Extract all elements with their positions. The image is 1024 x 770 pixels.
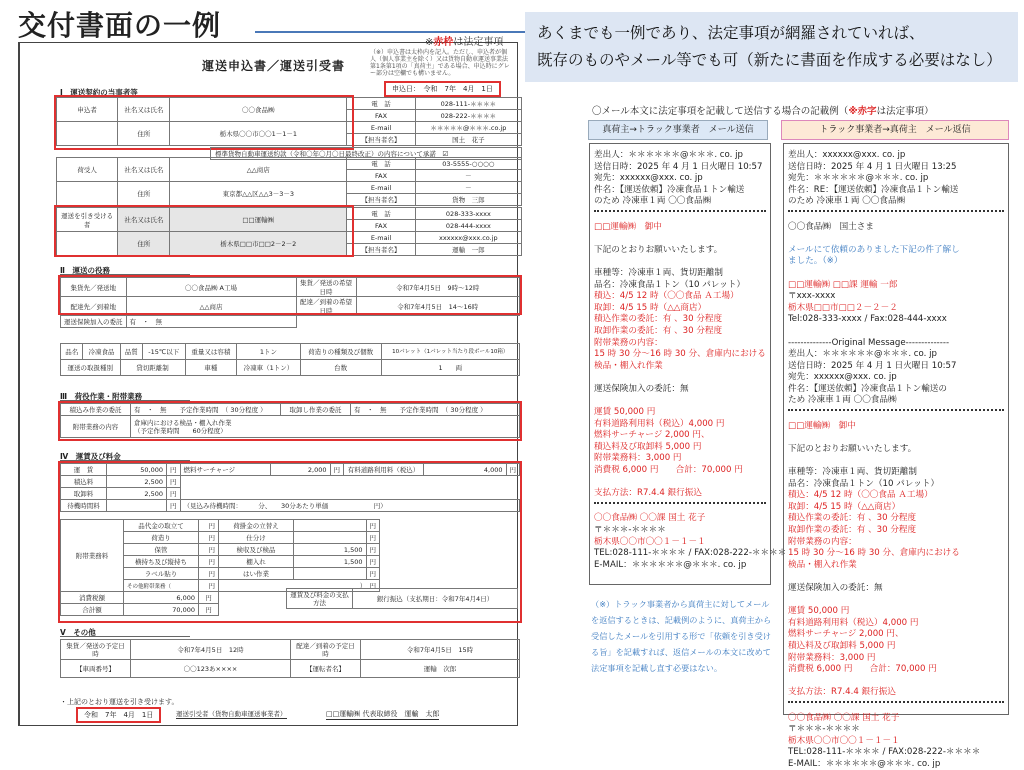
email-line: 宛先：＊＊＊＊＊＊@＊＊＊. co. jp — [788, 173, 929, 184]
column-header-shipper: 真荷主→トラック事業者 メール送信 — [588, 120, 768, 140]
banner-line-1: あくまでも一例であり、法定事項が網羅されていれば、 — [537, 24, 925, 42]
email-line — [788, 268, 1004, 280]
section-4-title: Ⅳ 運賃及び料金 — [60, 452, 121, 461]
email-line: 栃木県□□市□□２－２－２ — [788, 302, 898, 313]
standard-terms: 標準貨物自動車運送約款（令和〇年〇月〇日最終改正）の内容について承諾 ☑ — [210, 147, 522, 160]
email-line: 〒＊＊＊-＊＊＊＊ — [594, 525, 666, 535]
email-line: 附帯業務料：3,000 円 — [594, 453, 682, 464]
email-line: --------------Original Message-------------- — [788, 337, 950, 348]
email-line: 積込料及び取卸料 5,000 円 — [594, 441, 702, 452]
email-line: 車種等：冷凍車１両、貨切距離制 — [788, 467, 917, 478]
email-line: 附帯業務の内容： — [788, 536, 857, 547]
email-line — [788, 233, 1004, 245]
application-date: 申込日： 令和 7年 4月 1日 — [384, 81, 501, 97]
accept-by: 運送引受者（貨物自動車運送事業者） — [176, 710, 287, 718]
email-reply-example — [783, 143, 1009, 769]
email-line: 栃木県〇〇市〇〇１－１－１ — [788, 735, 900, 746]
email-line: 燃料サーチャージ 2,000 円、 — [594, 430, 710, 441]
email-line: 支払方法：R7.4.4 銀行振込 — [594, 488, 702, 499]
email-line: 取卸作業の委託：有 、30 分程度 — [594, 325, 723, 336]
service-red-frame — [58, 275, 522, 315]
email-line: 有料道路利用料（税込）4,000 円 — [788, 617, 919, 628]
email-line — [594, 372, 766, 384]
email-line: 件名：【運送依頼】冷凍食品１トン輸送 — [594, 184, 745, 195]
email-line: E-MAIL：＊＊＊＊＊＊@＊＊＊. co. jp — [594, 559, 747, 570]
form-title: 運送申込書／運送引受書 — [202, 59, 346, 73]
email-line — [594, 502, 766, 514]
email-line: 運賃 50,000 円 — [594, 407, 656, 418]
email-line: 品名：冷凍食品１トン（10 パレット） — [788, 478, 940, 489]
email-line: 運送保険加入の委託：無 — [594, 383, 689, 394]
email-line: 〒xxx-xxxx — [788, 291, 836, 302]
email-line — [788, 432, 1004, 444]
email-line — [788, 455, 1004, 467]
email-line: 積込作業の委託：有 、30 分程度 — [788, 513, 917, 524]
email-line: 〇〇食品㈱ 国土さま — [788, 221, 874, 232]
email-line: メールにて依頼のありました下記の件了解し — [788, 244, 960, 255]
email-line — [594, 210, 766, 222]
ancillary-table: 附帯業務料 品代金の取立て 円 荷掛金の立替え 円 荷造り 円 仕分け 円 保管 円 検収及び検品 1,500 円 横持ち及び縦持ち 円 棚入れ 1,500 円 ラベル貼り 円 はい作業 円 その他附帯業務（ 円 ） 円 消費税額 6,000 円 合計額 70,000 円 — [60, 519, 380, 616]
email-line: 運送保険加入の委託：無 — [788, 582, 883, 593]
email-line — [594, 256, 766, 268]
email-line: 積込：4/5 12 時（〇〇食品 Ａ工場） — [788, 490, 933, 501]
email-line: 送信日時：2025 年 4 月 1 日火曜日 10:57 — [594, 161, 763, 172]
consignee-table: 荷受人 社名又は氏名 △△商店 電 話 03-5555-○○○○ FAX － 住所 東京都△△区△△3－3－3 E-mail － 【担当者名】 貨物 三郎 — [56, 157, 522, 206]
email-line: 積込料及び取卸料 5,000 円 — [788, 640, 896, 651]
loading-table: 積込み作業の委託 有 ・ 無 予定作業時間 （ 30分程度 ） 取卸し作業の委託 有 ・ 無 予定作業時間 （ 30分程度 ） 附帯業務の内容 倉庫内における検品・棚入れ作業 （予定作業時間 60分程度） — [60, 403, 520, 438]
email-line: Tel:028-333-xxxx / Fax:028-444-xxxx — [788, 314, 947, 325]
email-line: 15 時 30 分～16 時 30 分、倉庫内における — [594, 349, 766, 360]
email-line: 車種等：冷凍車１両、貨切距離制 — [594, 267, 723, 278]
carrier-table: 運送を引き受ける者 社名又は氏名 □□運輸㈱ 電 話 028-333-xxxx FAX 028-444-xxxx 住所 栃木県□□市□□2－2－2 E-mail xxxxxx@xxx.co.jp 【担当者名】 運輸 一郎 — [56, 207, 522, 256]
section-3-title: Ⅲ 荷役作業・附帯業務 — [60, 392, 143, 401]
email-sent-example — [589, 143, 787, 585]
email-line: 差出人：xxxxxx@xxx. co. jp — [788, 150, 906, 160]
email-line: □□運輸㈱ 御中 — [594, 221, 662, 232]
email-line — [788, 701, 1004, 713]
goods-table: 品名 冷凍食品 品質 -15℃以下 重量又は容積 1トン 荷造りの種類及び個数 10パレット（1パレット当たり段ボール10箱） 運送の取扱種別 貸切距離制 車種 冷凍車（1トン） 台数 1 両 — [60, 343, 520, 376]
email-line: 〒＊＊＊-＊＊＊＊ — [788, 724, 860, 735]
email-line: 〇〇食品㈱ 〇〇課 国土 花子 — [594, 513, 706, 524]
loading-red-frame — [58, 401, 522, 441]
banner-line-2: 既存のものやメール等でも可（新たに書面を作成する必要はなし） — [537, 51, 1002, 69]
email-line: 消費税 6,000 円 合計：70,000 円 — [594, 465, 743, 476]
email-line: 燃料サーチャージ 2,000 円、 — [788, 629, 904, 640]
email-line: TEL:028-111-＊＊＊＊ / FAX:028-222-＊＊＊＊ — [788, 747, 981, 758]
email-line: 件名：【運送依頼】冷凍食品１トン輸送の — [788, 383, 947, 394]
email-line: 附帯業務の内容： — [594, 337, 663, 348]
section-5-title: Ⅴ その他 — [60, 628, 96, 637]
email-line: 支払方法：R7.4.4 銀行振込 — [788, 687, 896, 698]
accept-date: 令和 7年 4月 1日 — [76, 707, 161, 723]
email-line — [788, 210, 1004, 222]
carrier-red-frame — [54, 205, 354, 257]
accept-note: ・上記のとおり運送を引き受けます。 — [60, 698, 179, 706]
email-line: 下記のとおりお願いいたします。 — [594, 244, 723, 255]
email-line: 検品・棚入れ作業 — [594, 360, 663, 371]
email-line — [594, 477, 766, 489]
email-line — [788, 571, 1004, 583]
form-note: （※）申込書は太枠内を記入。ただし、申込者が個人（個人事業主を除く）又は貨物自動車運送事業法第1条第1項の「真荷主」である場合、申込時にグレー部分は空欄でも構いません。 — [370, 49, 510, 77]
email-line: 品名：冷凍食品１トン（10 パレット） — [594, 279, 746, 290]
email-line: のため 冷凍車１両 〇〇食品㈱ — [788, 196, 906, 207]
section-2-title: Ⅱ 運送の役務 — [60, 266, 110, 275]
email-line: 宛先：xxxxxx@xxx. co. jp — [594, 173, 703, 184]
section-1-title: Ⅰ 運送契約の当事者等 — [60, 88, 138, 97]
email-line: ため 冷凍車１両 〇〇食品㈱ — [788, 395, 897, 406]
email-line: 15 時 30 分～16 時 30 分、倉庫内における — [788, 548, 960, 559]
email-line — [788, 676, 1004, 688]
email-line: 下記のとおりお願いいたします。 — [788, 443, 917, 454]
email-line: のため 冷凍車１両 〇〇食品㈱ — [594, 196, 712, 207]
email-line: TEL:028-111-＊＊＊＊ / FAX:028-222-＊＊＊＊ — [594, 548, 787, 559]
payment-table: 運賃及び料金の支払方法 銀行振込（支払期日：令和7年4月4日） — [286, 588, 518, 609]
email-line: □□運輸㈱ 御中 — [788, 420, 856, 431]
fee-table: 運 賃 50,000 円 燃料サーチャージ 2,000 円 有料道路利用料（税込） 4,000 円 積込料 2,500 円 取卸料 2,500 円 待機時間料 円 （見込み待機時間： 分、 30分あたり単価 円） — [60, 463, 520, 512]
email-line — [594, 233, 766, 245]
applicant-red-frame — [54, 95, 354, 150]
info-banner — [525, 12, 1018, 82]
column-header-carrier: トラック事業者→真荷主 メール返信 — [781, 120, 1009, 140]
email-line: 送信日時：2025 年 4 月 1 日火曜日 10:57 — [788, 360, 957, 371]
email-line: ました。（※） — [788, 256, 843, 267]
email-line: 運賃 50,000 円 — [788, 606, 850, 617]
email-line: E-MAIL：＊＊＊＊＊＊@＊＊＊. co. jp — [788, 758, 941, 769]
accept-company: □□運輸㈱ 代表取締役 運輸 太郎 — [326, 710, 440, 718]
email-example-heading: 〇メール本文に法定事項を記載して送信する場合の記載例（※赤字は法定事項） — [592, 106, 934, 117]
email-line: 差出人：＊＊＊＊＊＊@＊＊＊. co. jp — [594, 150, 743, 160]
email-line: 〇〇食品㈱ 〇〇課 国土 花子 — [788, 712, 900, 723]
email-line: 附帯業務料：3,000 円 — [788, 652, 876, 663]
email-line — [788, 326, 1004, 338]
email-line: 取卸：4/5 15 時（△△商店） — [788, 501, 901, 512]
email-line: 差出人：＊＊＊＊＊＊@＊＊＊. co. jp — [788, 349, 937, 360]
email-line: □□運輸㈱ □□課 運輸 一郎 — [788, 279, 898, 290]
email-line: 検品・棚入れ作業 — [788, 559, 857, 570]
service-table: 集貨先／発送地 〇〇食品㈱ A工場 集貨／発送の希望日時 令和7年4月5日 9時～12時 配達先／到着地 △△商店 配達／到着の希望日時 令和7年4月5日 14～16時 運送保険加入の委託 有 ・ 無 — [60, 277, 520, 328]
email-line: 取卸：4/5 15 時（△△商店） — [594, 302, 707, 313]
email-line — [788, 595, 1004, 607]
email-line: 件名：RE：【運送依頼】冷凍食品１トン輸送 — [788, 184, 959, 195]
application-form — [18, 37, 518, 726]
email-line: 送信日時：2025 年 4 月 1 日火曜日 13:25 — [788, 161, 957, 172]
email-line: 取卸作業の委託：有 、30 分程度 — [788, 525, 917, 535]
email-line: 積込作業の委託：有 、30 分程度 — [594, 314, 723, 325]
email-line — [594, 395, 766, 407]
applicant-table: 申込者 社名又は氏名 〇〇食品㈱ 電 話 028-111-＊＊＊＊ FAX 028-222-＊＊＊＊ 住所 栃木県〇〇市〇〇1－1－1 E-mail ＊＊＊＊＊@＊＊＊.co.jp 【担当者名】 国土 花子 — [56, 97, 522, 146]
other-table: 集貨／発送の予定日時 令和7年4月5日 12時 配達／到着の予定日時 令和7年4月5日 15時 【車両番号】 〇〇123あ×××× 【運転者名】 運輸 次郎 — [60, 639, 520, 678]
legal-note: ※赤枠は法定事項 — [425, 37, 504, 48]
email-line: 宛先：xxxxxx@xxx. co. jp — [788, 372, 897, 383]
footnote: （※）トラック事業者から真荷主に対してメールを返信するときは、記載例のように、真荷主から受信したメールを引用する形で「依頼を引き受ける旨」を記載すれば、返信メールの本文に改めて法定事項を記載し直す必要はない。 — [591, 599, 772, 673]
email-line — [788, 409, 1004, 421]
email-line: 有料道路利用料（税込）4,000 円 — [594, 418, 725, 429]
email-line: 栃木県〇〇市〇〇１－１－１ — [594, 536, 706, 547]
email-line: 消費税 6,000 円 合計：70,000 円 — [788, 664, 937, 675]
page-title: 交付書面の一例 — [18, 8, 221, 48]
email-line: 積込：4/5 12 時（〇〇食品 Ａ工場） — [594, 291, 739, 302]
